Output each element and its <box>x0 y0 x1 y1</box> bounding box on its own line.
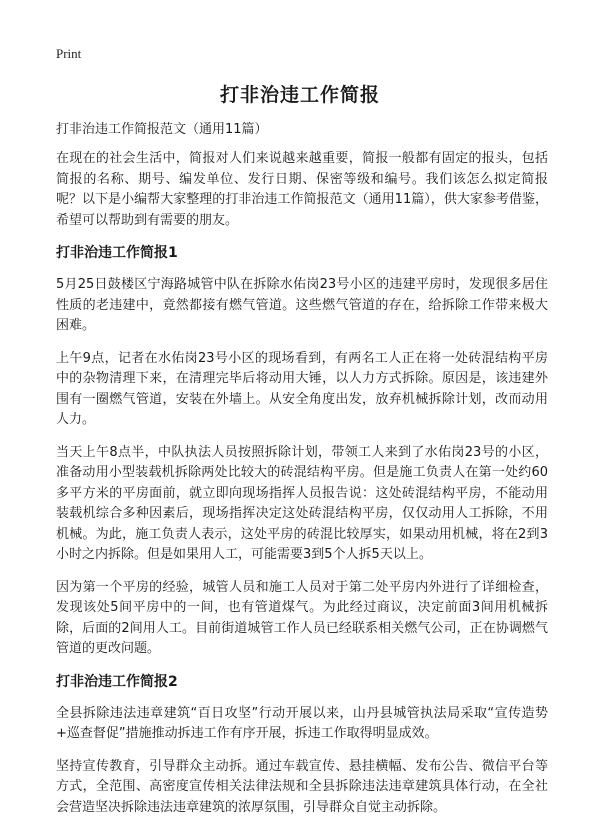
section-heading: 打非治违工作简报1 <box>56 245 178 261</box>
section-paragraph: 坚持宣传教育，引导群众主动拆。通过车载宣传、悬挂横幅、发布公告、微信平台等方式，全范围、高密度宣传相关法律法规和全县拆除违法违章建筑具体行动，在全社会营造坚决拆除违法违章建筑的浓厚氛围，引导群众自觉主动拆除。 <box>56 758 548 815</box>
document-subtitle: 打非治违工作简报范文（通用11篇） <box>56 122 268 137</box>
section-heading: 打非治违工作简报2 <box>56 673 178 690</box>
print-link[interactable]: Print <box>56 46 82 61</box>
section-paragraph: 因为第一个平房的经验，城管人员和施工人员对于第二处平房内外进行了详细检查，发现该处5间平房中的一间，也有管道煤气。为此经过商议，决定前面3间用机械拆除，后面的2间用人工。目前街道城管工作人员已经联系相关燃气公司，正在协调燃气管道的更改问题。 <box>56 579 548 656</box>
section-paragraph: 上午9点，记者在水佑岗23号小区的现场看到，有两名工人正在将一处砖混结构平房中的杂物清理下来，在清理完毕后将动用大锤，以人力方式拆除。原因是，该违建外围有一圈燃气管道，安装在外墙上。从安全角度出发，放弃机械拆除计划，改而动用人力。 <box>56 350 548 427</box>
section-paragraph: 全县拆除违法违章建筑“百日攻坚”行动开展以来，山丹县城管执法局采取“宣传造势+巡查督促”措施推动拆违工作有序开展，拆违工作取得明显成效。 <box>56 705 548 741</box>
section-1 <box>56 243 548 660</box>
intro-paragraph: 在现在的社会生活中，简报对人们来说越来越重要，简报一般都有固定的报头，包括简报的名称、期号、编发单位、发行日期、保密等级和编号。我们该怎么拟定简报呢？以下是小编帮大家整理的打非治违工作简报范文（通用11篇），供大家参考借鉴，希望可以帮助到有需要的朋友。 <box>56 151 548 228</box>
section-2 <box>56 672 548 819</box>
section-paragraph: 当天上午8点半，中队执法人员按照拆除计划，带领工人来到了水佑岗23号的小区，准备动用小型装载机拆除两处比较大的砖混结构平房。但是施工负责人在第一处约60多平方米的平房面前，就立即向现场指挥人员报告说：这处砖混结构平房，不能动用装载机综合多种因素后，现场指挥决定这处砖混结构平房，仅仅动用人工拆除，不用机械。为此，施工负责人表示，这处平房的砖混比较厚实，如果动用机械，将在2到3小时之内拆除。但是如果用人工，可能需要3到5个人拆5天以上。 <box>56 444 548 562</box>
page-title: 打非治违工作简报 <box>219 84 380 106</box>
section-paragraph: 5月25日鼓楼区宁海路城管中队在拆除水佑岗23号小区的违建平房时，发现很多居住性质的老违建中，竟然都接有燃气管道。这些燃气管道的存在，给拆除工作带来极大困难。 <box>56 277 548 333</box>
document-body <box>56 120 548 830</box>
